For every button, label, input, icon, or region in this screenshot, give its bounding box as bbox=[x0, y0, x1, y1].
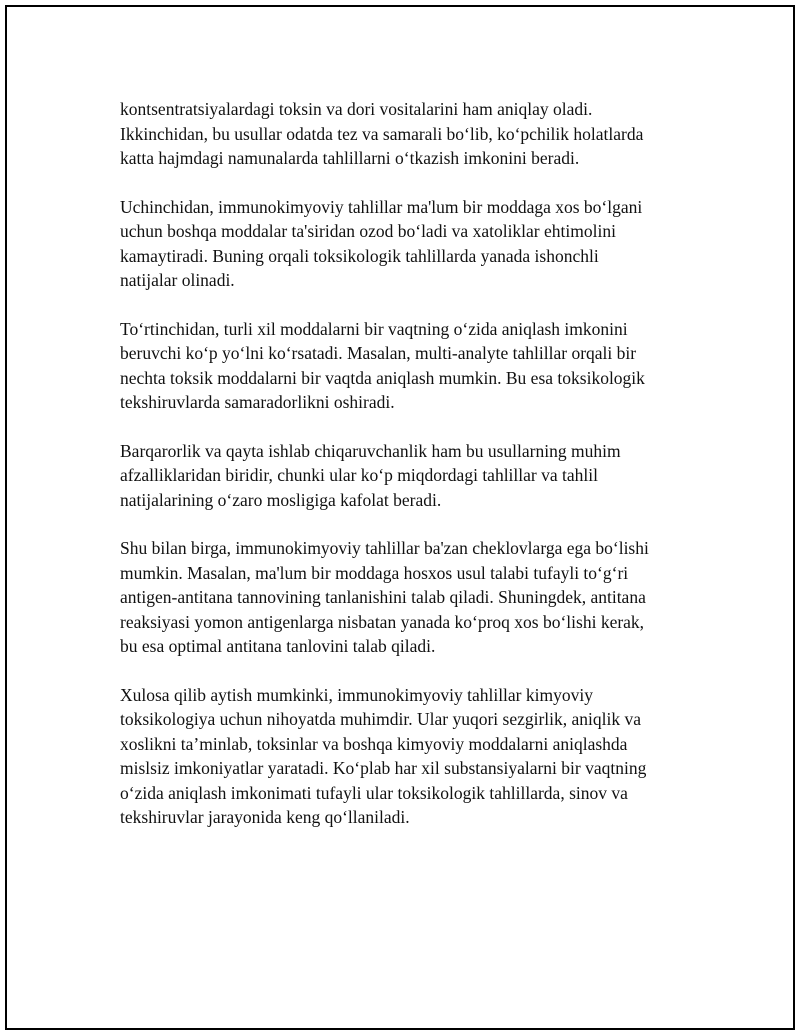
document-body bbox=[120, 97, 690, 854]
paragraph-3: To‘rtinchidan, turli xil moddalarni bir vaqtning o‘zida aniqlash imkonini beruvchi ko‘p yo‘lni ko‘rsatadi. Masalan, multi-analyte tahlillar orqali bir nechta toksik moddalarni bir vaqtda aniqlash mumkin. Bu esa toksikologik tekshiruvlarda samaradorlikni oshiradi. bbox=[120, 318, 645, 412]
paragraph-2: Uchinchidan, immunokimyoviy tahlillar ma'lum bir moddaga xos bo‘lgani uchun boshqa moddalar ta'siridan ozod bo‘ladi va xatoliklar ehtimolini kamaytiradi. Buning orqali toksikologik tahlillarda yanada ishonchli natijalar olinadi. bbox=[120, 196, 643, 290]
paragraph-4: Barqarorlik va qayta ishlab chiqaruvchanlik ham bu usullarning muhim afzalliklaridan biridir, chunki ular ko‘p miqdordagi tahlillar va tahlil natijalarining o‘zaro mosligiga kafolat beradi. bbox=[120, 440, 621, 510]
paragraph-1: kontsentratsiyalardagi toksin va dori vositalarini ham aniqlay oladi. Ikkinchidan, bu usullar odatda tez va samarali bo‘lib, ko‘pchilik holatlarda katta hajmdagi namunalarda tahlillarni o‘tkazish imkonini beradi. bbox=[120, 99, 644, 168]
document-page bbox=[5, 5, 795, 1030]
paragraph-5: Shu bilan birga, immunokimyoviy tahlillar ba'zan cheklovlarga ega bo‘lishi mumkin. Masalan, ma'lum bir moddaga hosxos usul talabi tufayli to‘g‘ri antigen-antitana tannovining tanlanishini talab qiladi. Shuningdek, antitana reaksiyasi yomon antigenlarga nisbatan yanada ko‘proq xos bo‘lishi kerak, bu esa optimal antitana tanlovini talab qiladi. bbox=[120, 538, 649, 656]
paragraph-6: Xulosa qilib aytish mumkinki, immunokimyoviy tahlillar kimyoviy toksikologiya uchun nihoyatda muhimdir. Ular yuqori sezgirlik, aniqlik va xoslikni ta’minlab, toksinlar va boshqa kimyoviy moddalarni aniqlashda mislsiz imkoniyatlar yaratadi. Ko‘plab har xil substansiyalarni bir vaqtning o‘zida aniqlash imkonimati tufayli ular toksikologik tahlillarda, sinov va tekshiruvlar jarayonida keng qo‘llaniladi. bbox=[120, 684, 647, 827]
